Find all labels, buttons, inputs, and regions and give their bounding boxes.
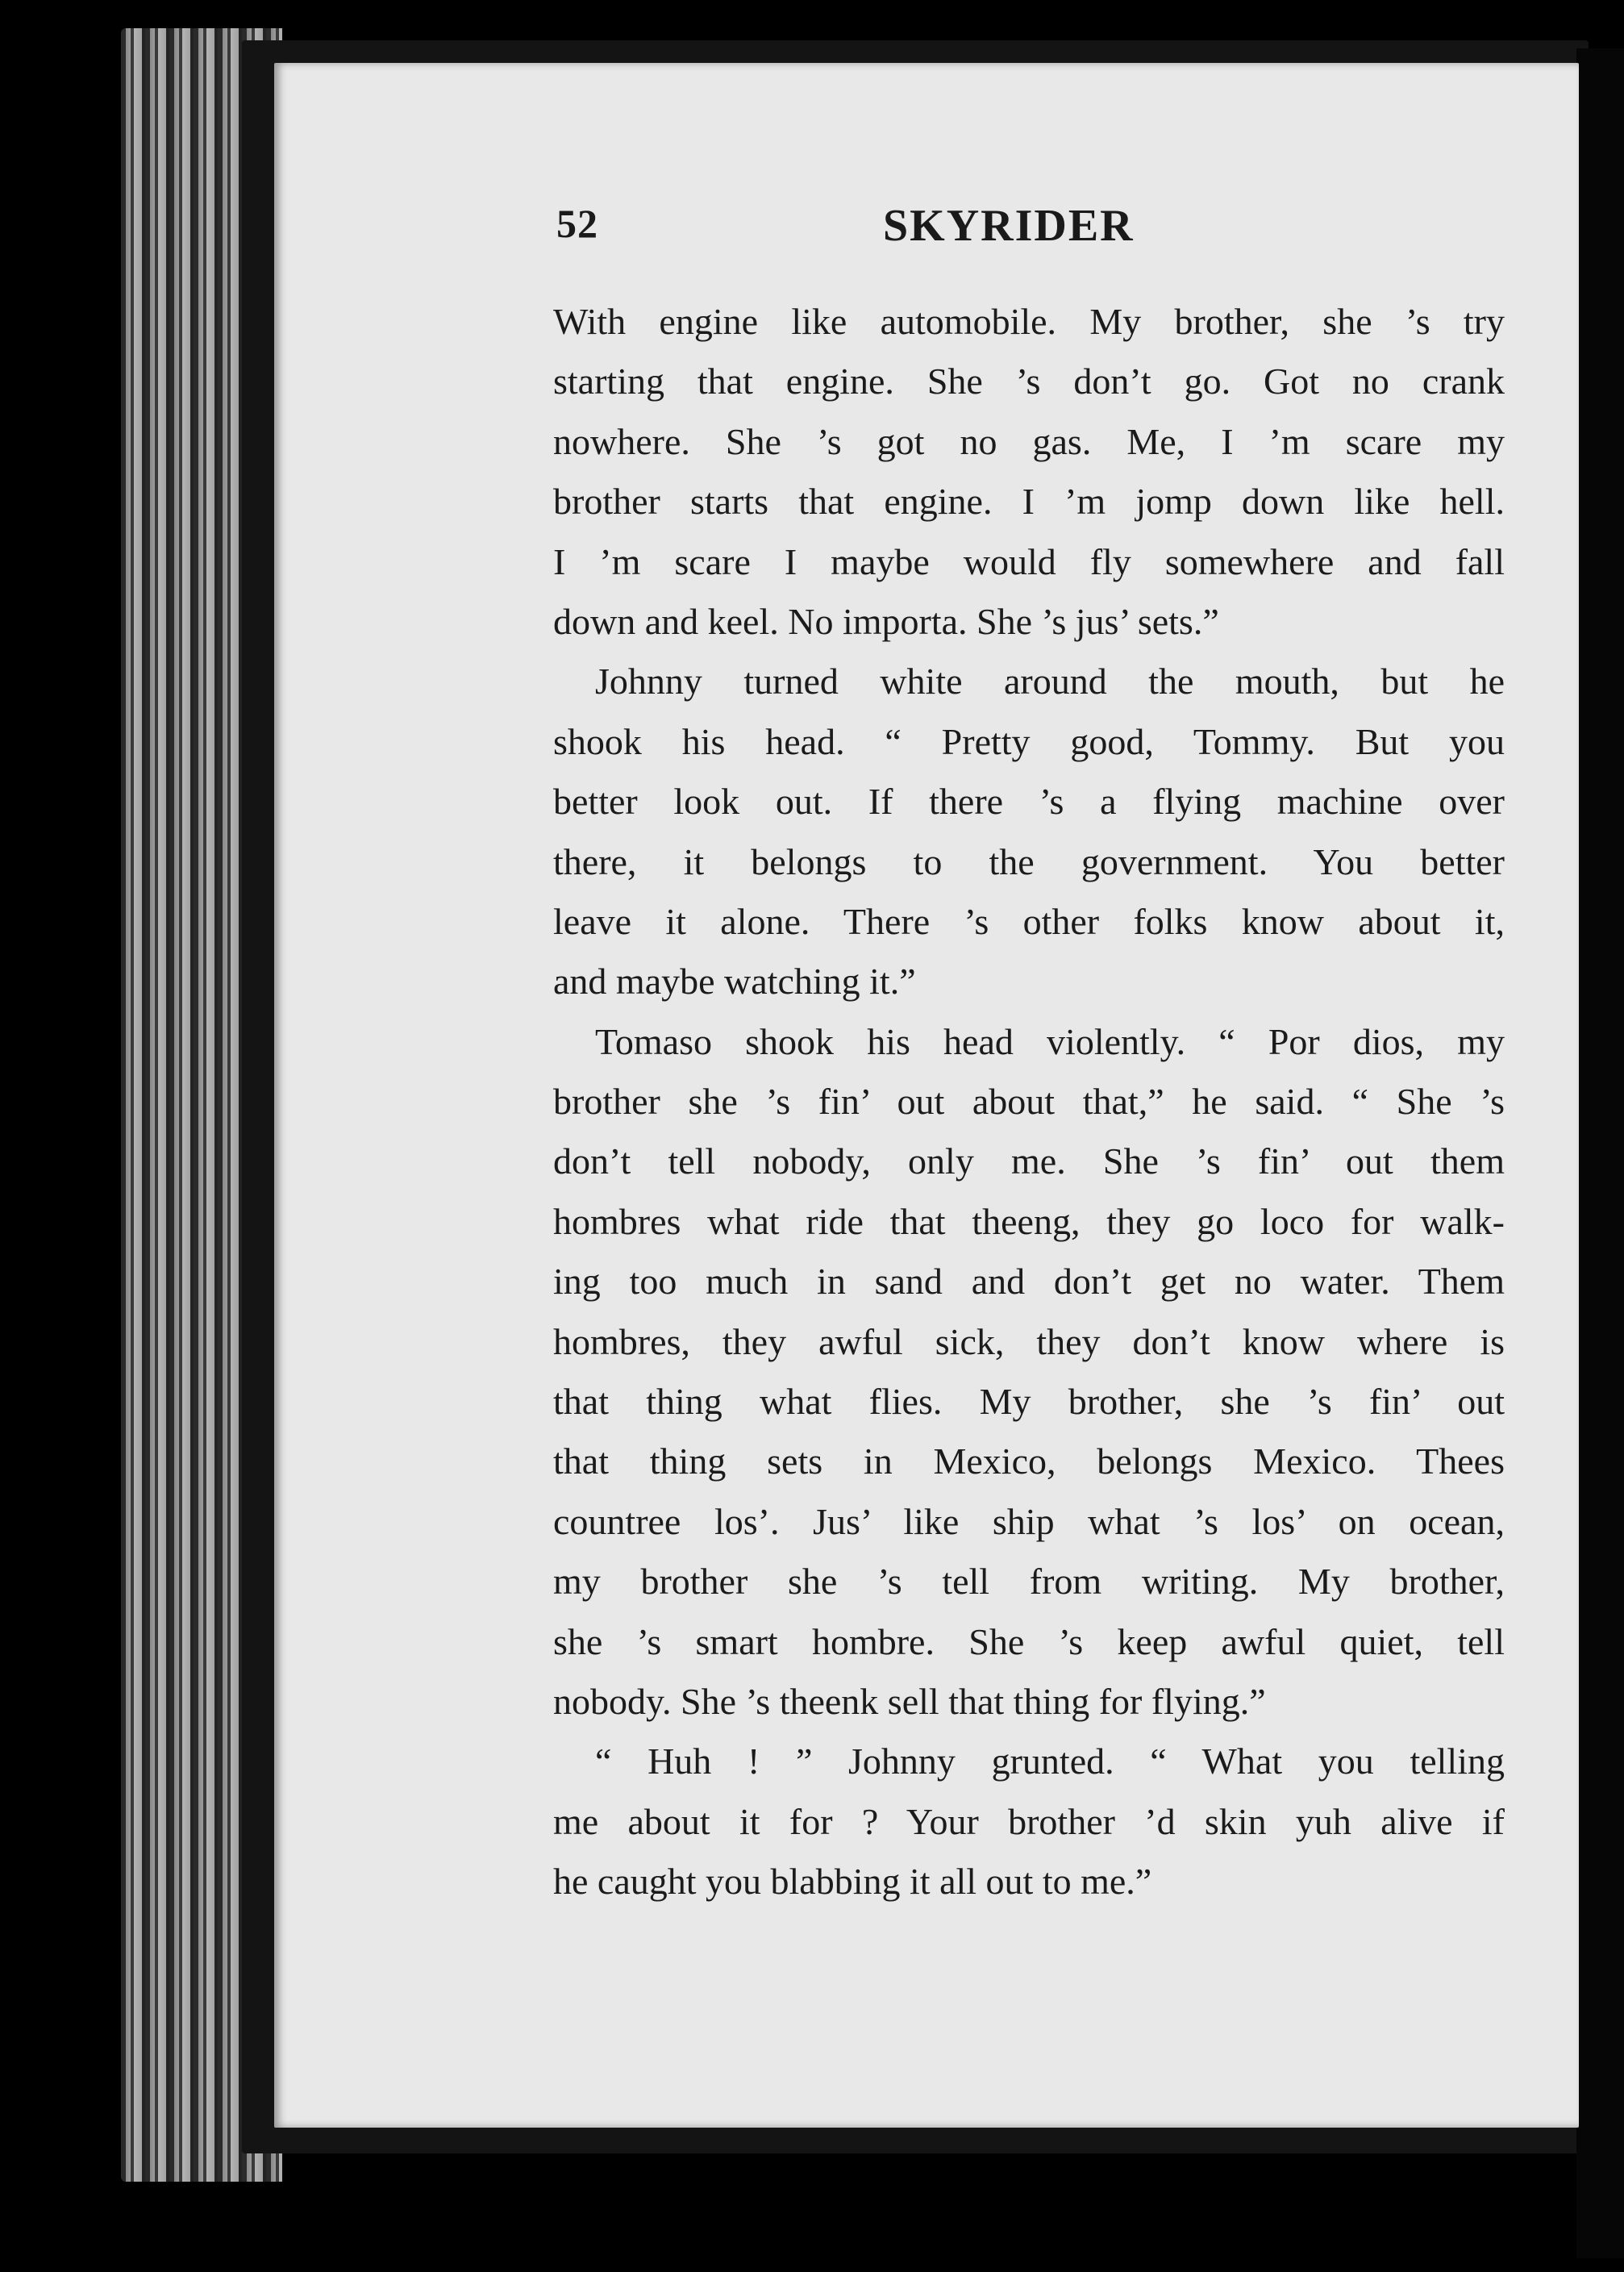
body-text: [553, 292, 1505, 1912]
text-line: better look out. If there ’s a flying machine over: [553, 781, 1505, 823]
text-line: Johnny turned white around the mouth, but he: [595, 661, 1505, 702]
text-line: I ’m scare I maybe would fly somewhere and fall: [553, 540, 1505, 582]
text-line: starting that engine. She ’s don’t go. Got no crank: [553, 361, 1505, 402]
text-line: that thing sets in Mexico, belongs Mexico. Thees: [553, 1440, 1505, 1482]
text-line: nowhere. She ’s got no gas. Me, I ’m scare my: [553, 420, 1505, 462]
text-line: there, it belongs to the government. You better: [553, 840, 1505, 882]
scan-background: [1576, 48, 1624, 2258]
text-line: he caught you blabbing it all out to me.”: [553, 1861, 1152, 1903]
text-line: With engine like automobile. My brother, she ’s try: [553, 301, 1505, 342]
text-line: Tomaso shook his head violently. “ Por dios, my: [595, 1020, 1505, 1062]
text-line: ing too much in sand and don’t get no water. Them: [553, 1261, 1505, 1303]
text-line: brother starts that engine. I ’m jomp down like hell.: [553, 481, 1505, 523]
text-line: shook his head. “ Pretty good, Tommy. But you: [553, 720, 1505, 762]
text-line: that thing what flies. My brother, she ’s fin’ out: [553, 1381, 1505, 1423]
text-line: down and keel. No importa. She ’s jus’ sets.”: [553, 600, 1219, 642]
text-line: nobody. She ’s theenk sell that thing for flying.”: [553, 1680, 1266, 1722]
text-line: she ’s smart hombre. She ’s keep awful quiet, tell: [553, 1620, 1505, 1662]
text-line: me about it for ? Your brother ’d skin yuh alive if: [553, 1800, 1505, 1842]
running-head: [556, 200, 1460, 256]
book-title: SKYRIDER: [883, 201, 1135, 251]
text-line: hombres what ride that theeng, they go loco for walk-: [553, 1200, 1505, 1242]
text-line: “ Huh ! ” Johnny grunted. “ What you telling: [595, 1740, 1505, 1782]
page-number: 52: [556, 201, 598, 246]
text-line: don’t tell nobody, only me. She ’s fin’ out them: [553, 1140, 1505, 1182]
text-line: leave it alone. There ’s other folks know about it,: [553, 900, 1505, 942]
text-line: and maybe watching it.”: [553, 961, 916, 1003]
text-line: brother she ’s fin’ out about that,” he said. “ She ’s: [553, 1081, 1505, 1123]
text-line: countree los’. Jus’ like ship what ’s los’ on ocean,: [553, 1500, 1505, 1542]
text-line: hombres, they awful sick, they don’t know where is: [553, 1320, 1505, 1362]
text-line: my brother she ’s tell from writing. My brother,: [553, 1561, 1505, 1603]
